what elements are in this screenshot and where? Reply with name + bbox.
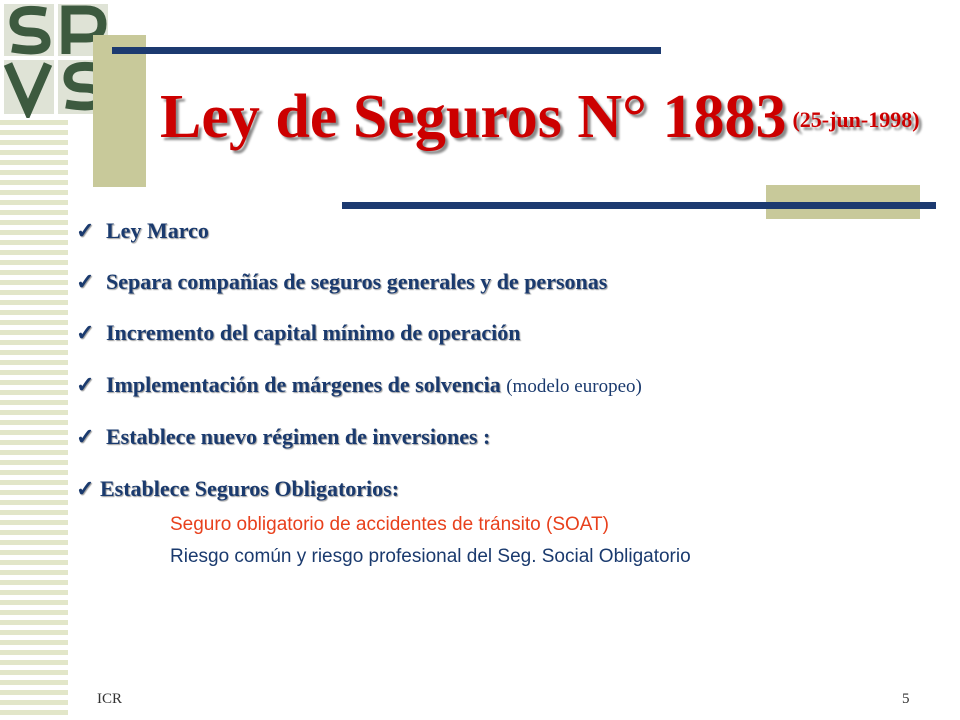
- footer-left-label: ICR: [97, 691, 123, 707]
- check-icon: ✓: [76, 424, 95, 449]
- bullet-seguros-obligatorios: [76, 476, 399, 502]
- bullet-text: Incremento del capital mínimo de operación: [106, 320, 521, 345]
- bullet-text: Implementación de márgenes de solvencia: [106, 372, 501, 397]
- top-rule-line: [112, 47, 661, 54]
- bullet-text: Establece nuevo régimen de inversiones :: [106, 424, 491, 449]
- bullet-margenes-solvencia: [76, 372, 642, 398]
- page-title: [160, 83, 920, 151]
- title-main: Ley de Seguros N° 1883: [160, 83, 787, 151]
- bottom-rule-line: [342, 202, 936, 209]
- bullet-note: (modelo europeo): [506, 376, 642, 397]
- bullet-text: Establece Seguros Obligatorios:: [100, 476, 400, 501]
- bullet-regimen-inversiones: [76, 424, 490, 450]
- check-icon: ✓: [76, 476, 95, 501]
- bullet-separa-companias: [76, 269, 607, 295]
- bullet-ley-marco: [76, 218, 209, 244]
- bullet-text: Ley Marco: [106, 218, 209, 243]
- title-date: (25-jun-1998): [792, 107, 920, 132]
- check-icon: ✓: [76, 320, 95, 345]
- bullet-incremento-capital: [76, 320, 521, 346]
- sub-item-soat: Seguro obligatorio de accidentes de tránsito (SOAT): [170, 514, 609, 535]
- check-icon: ✓: [76, 269, 95, 294]
- check-icon: ✓: [76, 372, 95, 397]
- bullet-text: Separa compañías de seguros generales y de personas: [106, 269, 608, 294]
- accent-bar-vertical: [93, 35, 146, 187]
- sub-item-riesgo-comun: Riesgo común y riesgo profesional del Seg. Social Obligatorio: [170, 546, 691, 567]
- check-icon: ✓: [76, 218, 95, 243]
- page-number: 5: [902, 691, 910, 707]
